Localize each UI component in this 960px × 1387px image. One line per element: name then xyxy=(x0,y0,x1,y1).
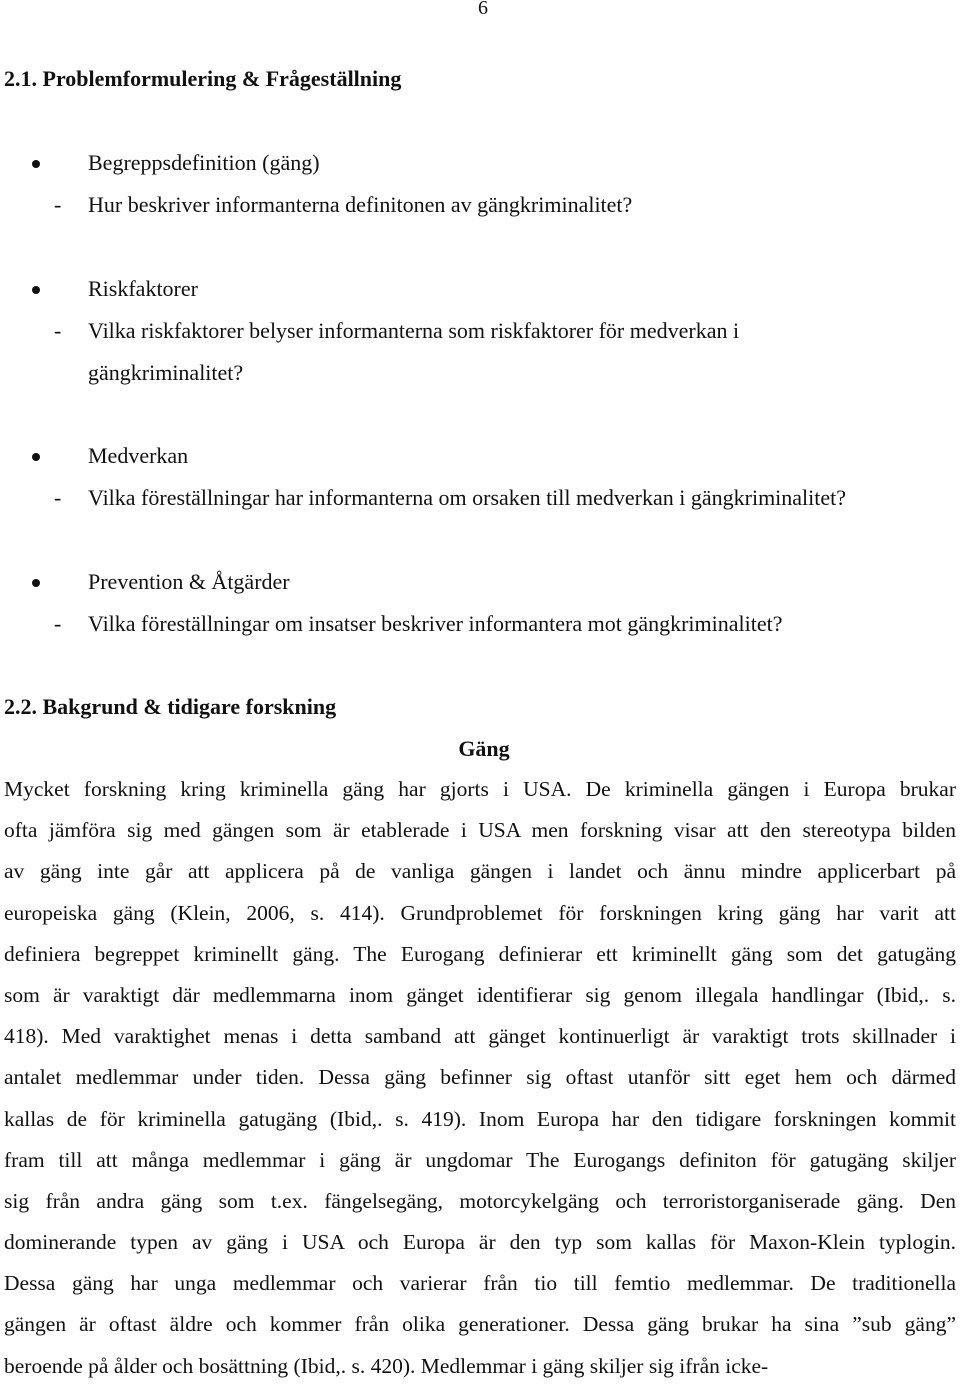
paragraph-line: sig från andra gäng som t.ex. fängelsegäng, motorcykelgäng och terroristorganiserade gäng. Den xyxy=(4,1188,956,1213)
question-text: Vilka föreställningar har informanterna om orsaken till medverkan i gängkriminalitet? xyxy=(88,485,847,510)
paragraph-line: definiera begreppet kriminellt gäng. The Eurogang definierar ett kriminellt gäng som det gatugäng xyxy=(4,941,956,966)
question-text: Hur beskriver informanterna definitonen av gängkriminalitet? xyxy=(88,192,633,217)
paragraph-line: antalet medlemmar under tiden. Dessa gäng befinner sig oftast utanför sitt eget hem och därmed xyxy=(4,1065,956,1090)
paragraph-line: av gäng inte går att applicera på de vanliga gängen i landet och ännu mindre applicerbart på xyxy=(4,859,956,884)
body-paragraph xyxy=(4,769,956,1387)
bullet-label: Prevention & Åtgärder xyxy=(88,569,290,594)
bullet-dot-icon xyxy=(32,453,40,461)
paragraph-line: som är varaktigt där medlemmarna inom gänget identifierar sig genom illegala handlingar (Ibid,. s. xyxy=(4,982,956,1007)
dash-marker: - xyxy=(54,611,62,636)
paragraph-line: 418). Med varaktighet menas i detta samband att gänget kontinuerligt är varaktigt trots skillnader i xyxy=(4,1024,956,1049)
paragraph-line: gängen är oftast äldre och kommer från olika generationer. Dessa gäng brukar ha sina ”sub gäng” xyxy=(4,1312,956,1337)
bullet-dot-icon xyxy=(32,579,40,587)
section-heading-problemformulering: 2.1. Problemformulering & Frågeställning xyxy=(4,66,402,91)
bullet-dot-icon xyxy=(32,286,40,294)
question-text-continued: gängkriminalitet? xyxy=(88,360,244,385)
question-text: Vilka riskfaktorer belyser informanterna som riskfaktorer för medverkan i xyxy=(88,318,740,343)
dash-marker: - xyxy=(54,318,62,343)
paragraph-line: beroende på ålder och bosättning (Ibid,. s. 420). Medlemmar i gäng skiljer sig ifrån icke- xyxy=(4,1353,769,1378)
dash-marker: - xyxy=(54,485,62,510)
bullet-label: Medverkan xyxy=(88,443,189,468)
subheading-gang: Gäng xyxy=(458,736,510,761)
paragraph-line: dominerande typen av gäng i USA och Europa är den typ som kallas för Maxon-Klein typlogin. xyxy=(4,1230,956,1255)
paragraph-line: kallas de för kriminella gatugäng (Ibid,. s. 419). Inom Europa har den tidigare forskningen kommit xyxy=(4,1106,956,1131)
bullet-dot-icon xyxy=(32,160,40,168)
question-text: Vilka föreställningar om insatser beskriver informantera mot gängkriminalitet? xyxy=(88,611,783,636)
paragraph-line: ofta jämföra sig med gängen som är etablerade i USA men forskning visar att den stereotypa bilden xyxy=(4,818,956,843)
paragraph-line: Dessa gäng har unga medlemmar och varierar från tio till femtio medlemmar. De traditionella xyxy=(4,1271,956,1296)
paragraph-line: Mycket forskning kring kriminella gäng har gjorts i USA. De kriminella gängen i Europa brukar xyxy=(4,777,956,801)
bullet-label: Riskfaktorer xyxy=(88,276,198,301)
paragraph-line: fram till att många medlemmar i gäng är ungdomar The Eurogangs definiton för gatugäng skiljer xyxy=(4,1147,956,1172)
dash-marker: - xyxy=(54,192,62,217)
bullet-label: Begreppsdefinition (gäng) xyxy=(88,150,320,175)
page-number: 6 xyxy=(478,0,488,19)
paragraph-line: europeiska gäng (Klein, 2006, s. 414). Grundproblemet för forskningen kring gäng har varit att xyxy=(4,900,956,925)
section-heading-bakgrund: 2.2. Bakgrund & tidigare forskning xyxy=(4,694,337,719)
